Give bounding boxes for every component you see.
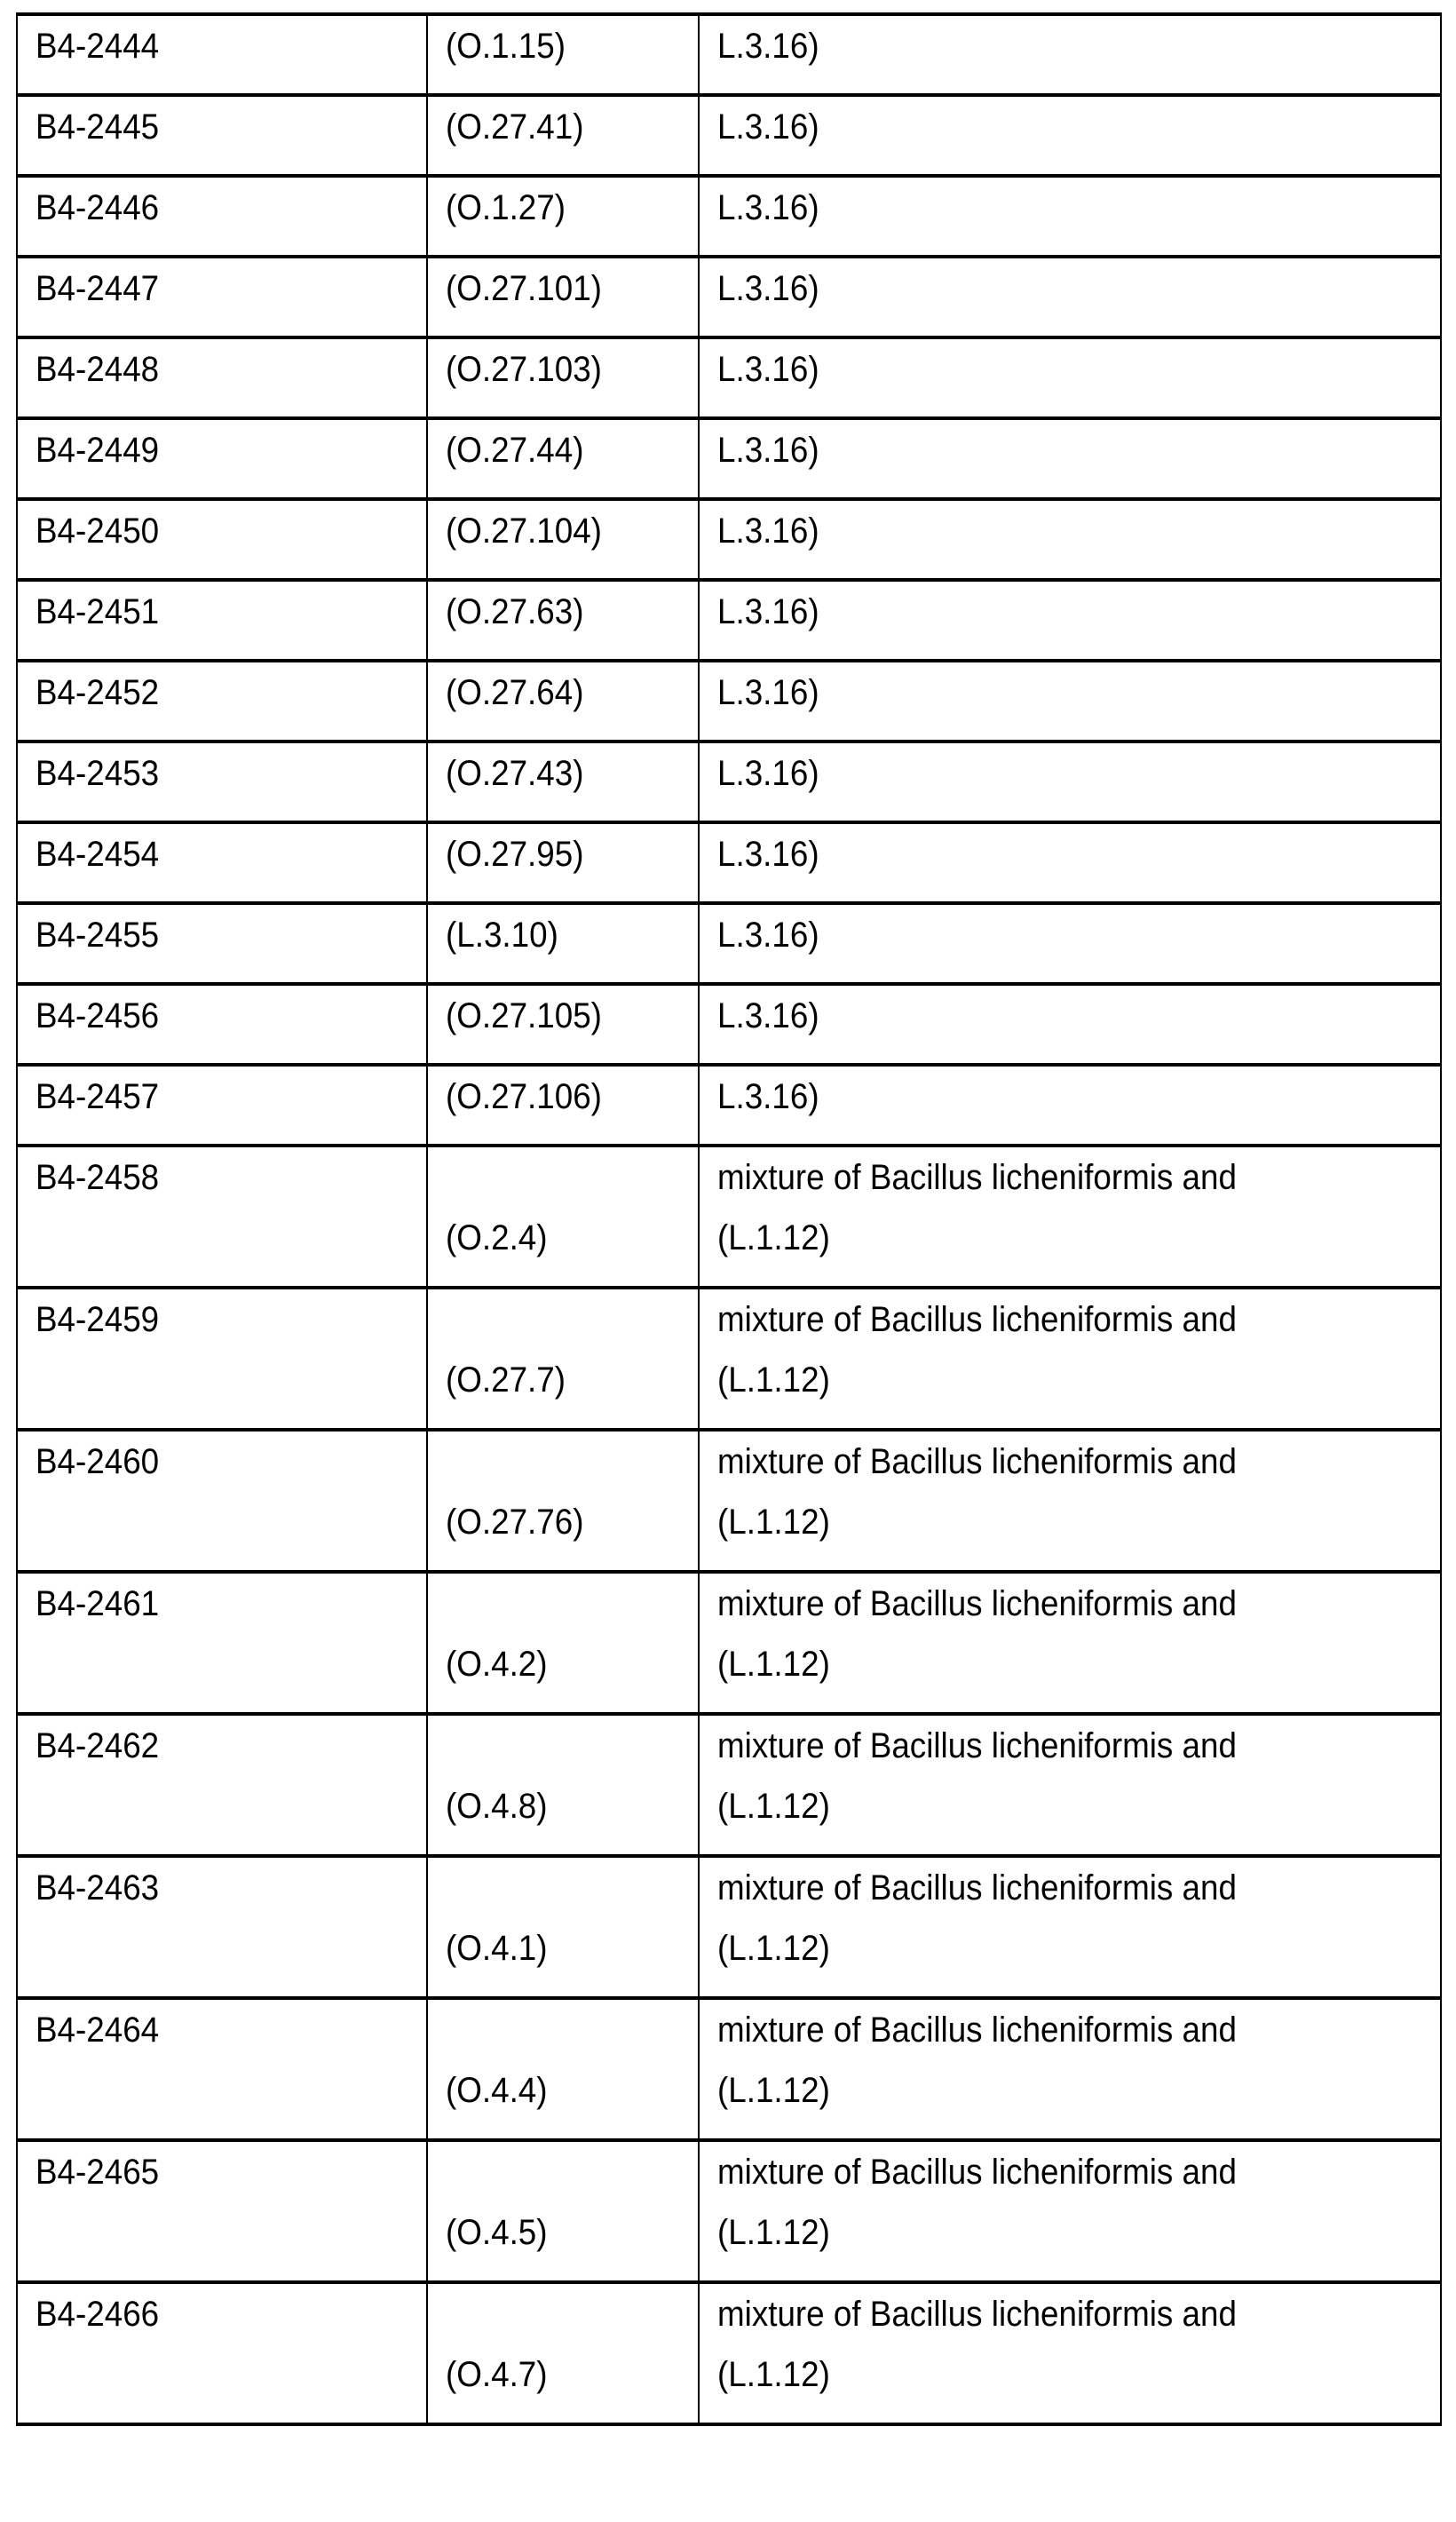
table-body (17, 14, 1441, 2424)
sample-id-cell (17, 1288, 427, 1430)
component-a-cell (427, 1288, 699, 1430)
component-b-cell-text: L.3.16) (717, 743, 819, 804)
sample-id-cell (17, 499, 427, 580)
sample-id-cell-text: B4-2448 (36, 339, 159, 400)
sample-id-cell-text: B4-2465 (36, 2142, 159, 2202)
component-b-cell (699, 1146, 1441, 1288)
component-b-cell-text: mixture of Bacillus licheniformis and (717, 1858, 1237, 1918)
sample-id-cell-text: B4-2463 (36, 1858, 159, 1918)
table-row (17, 903, 1441, 984)
sample-id-cell-text: B4-2446 (36, 178, 159, 238)
component-b-cell-text: mixture of Bacillus licheniformis and (717, 2284, 1237, 2344)
component-b-cell (699, 661, 1441, 742)
sample-id-cell-text: B4-2452 (36, 662, 159, 723)
component-a-cell-text: (O.1.27) (446, 178, 566, 238)
component-b-cell-text: mixture of Bacillus licheniformis and (717, 2000, 1237, 2060)
component-a-cell-text: (O.27.63) (446, 582, 583, 642)
sample-id-cell (17, 95, 427, 176)
sample-id-cell (17, 822, 427, 903)
table-row (17, 418, 1441, 499)
sample-id-cell-text: B4-2459 (36, 1289, 159, 1350)
component-a-cell-text: (O.27.105) (446, 986, 602, 1046)
table-row (17, 984, 1441, 1065)
component-b-cell (699, 499, 1441, 580)
component-a-cell (427, 1430, 699, 1572)
sample-id-cell (17, 1146, 427, 1288)
sample-id-cell-text: B4-2444 (36, 16, 159, 76)
component-b-cell (699, 1998, 1441, 2140)
sample-id-cell (17, 1856, 427, 1998)
component-a-cell (427, 95, 699, 176)
component-b-cell (699, 822, 1441, 903)
sample-id-cell (17, 1998, 427, 2140)
component-b-cell-text: L.3.16) (717, 339, 819, 400)
sample-id-cell (17, 337, 427, 418)
sample-id-cell-text: B4-2457 (36, 1067, 159, 1127)
component-b-cell (699, 95, 1441, 176)
component-b-cell-text: mixture of Bacillus licheniformis and (717, 1432, 1237, 1492)
component-a-cell (427, 257, 699, 337)
component-b-cell-text: L.3.16) (717, 662, 819, 723)
component-b-cell-text: (L.1.12) (717, 1918, 830, 1979)
table-row (17, 1430, 1441, 1572)
table-row (17, 1065, 1441, 1146)
table-row (17, 14, 1441, 95)
component-b-cell (699, 2140, 1441, 2282)
component-b-cell (699, 742, 1441, 822)
component-a-cell (427, 580, 699, 661)
component-b-cell-text: L.3.16) (717, 824, 819, 884)
component-b-cell (699, 14, 1441, 95)
sample-id-cell-text: B4-2464 (36, 2000, 159, 2060)
component-b-cell (699, 1430, 1441, 1572)
component-a-cell-text: (O.4.4) (446, 2060, 548, 2121)
sample-id-cell (17, 661, 427, 742)
component-a-cell-text: (O.4.8) (446, 1776, 548, 1836)
sample-id-cell (17, 418, 427, 499)
component-b-cell-text: mixture of Bacillus licheniformis and (717, 1147, 1237, 1208)
sample-id-cell-text: B4-2462 (36, 1716, 159, 1776)
sample-id-cell-text: B4-2451 (36, 582, 159, 642)
table-row (17, 176, 1441, 257)
component-a-cell-text: (L.3.10) (446, 905, 558, 965)
component-a-cell-text: (O.27.7) (446, 1350, 566, 1410)
sample-id-cell-text: B4-2445 (36, 97, 159, 157)
sample-id-cell-text: B4-2449 (36, 420, 159, 480)
component-a-cell-text: (O.4.7) (446, 2344, 548, 2405)
table-row (17, 2140, 1441, 2282)
component-b-cell-text: mixture of Bacillus licheniformis and (717, 1574, 1237, 1634)
sample-id-cell (17, 1430, 427, 1572)
component-b-cell-text: L.3.16) (717, 905, 819, 965)
table-row (17, 2282, 1441, 2424)
component-b-cell-text: (L.1.12) (717, 1492, 830, 1552)
sample-id-cell-text: B4-2456 (36, 986, 159, 1046)
component-a-cell (427, 337, 699, 418)
component-b-cell-text: L.3.16) (717, 986, 819, 1046)
component-b-cell (699, 1065, 1441, 1146)
component-b-cell-text: (L.1.12) (717, 2060, 830, 2121)
sample-id-cell-text: B4-2460 (36, 1432, 159, 1492)
component-a-cell-text: (O.4.5) (446, 2202, 548, 2263)
component-a-cell (427, 1714, 699, 1856)
component-a-cell (427, 1146, 699, 1288)
sample-id-cell (17, 2140, 427, 2282)
table-row (17, 1714, 1441, 1856)
component-b-cell (699, 580, 1441, 661)
sample-id-cell-text: B4-2461 (36, 1574, 159, 1634)
component-b-cell (699, 176, 1441, 257)
sample-id-cell (17, 1572, 427, 1714)
sample-id-cell-text: B4-2453 (36, 743, 159, 804)
component-a-cell (427, 661, 699, 742)
component-a-cell (427, 984, 699, 1065)
sample-id-cell (17, 14, 427, 95)
sample-id-cell (17, 176, 427, 257)
component-a-cell-text: (O.27.103) (446, 339, 602, 400)
sample-id-cell-text: B4-2458 (36, 1147, 159, 1208)
component-a-cell (427, 822, 699, 903)
component-b-cell (699, 1288, 1441, 1430)
component-b-cell-text: L.3.16) (717, 178, 819, 238)
component-a-cell-text: (O.27.43) (446, 743, 583, 804)
component-b-cell-text: (L.1.12) (717, 2344, 830, 2405)
component-b-cell-text: L.3.16) (717, 582, 819, 642)
sample-id-cell-text: B4-2447 (36, 258, 159, 319)
component-b-cell-text: L.3.16) (717, 1067, 819, 1127)
component-a-cell-text: (O.27.76) (446, 1492, 583, 1552)
component-a-cell (427, 2140, 699, 2282)
sample-id-cell (17, 257, 427, 337)
component-a-cell-text: (O.27.101) (446, 258, 602, 319)
component-b-cell (699, 984, 1441, 1065)
component-a-cell (427, 418, 699, 499)
component-b-cell-text: mixture of Bacillus licheniformis and (717, 2142, 1237, 2202)
table-row (17, 257, 1441, 337)
component-a-cell-text: (O.27.95) (446, 824, 583, 884)
component-b-cell-text: L.3.16) (717, 97, 819, 157)
sample-id-cell (17, 984, 427, 1065)
component-a-cell-text: (O.27.41) (446, 97, 583, 157)
component-b-cell-text: mixture of Bacillus licheniformis and (717, 1289, 1237, 1350)
sample-id-cell (17, 903, 427, 984)
component-b-cell (699, 1856, 1441, 1998)
component-b-cell-text: (L.1.12) (717, 1634, 830, 1694)
component-a-cell (427, 2282, 699, 2424)
component-b-cell (699, 1572, 1441, 1714)
component-b-cell-text: mixture of Bacillus licheniformis and (717, 1716, 1237, 1776)
component-b-cell (699, 257, 1441, 337)
table-row (17, 1146, 1441, 1288)
table-row (17, 337, 1441, 418)
component-a-cell (427, 1856, 699, 1998)
component-a-cell-text: (O.27.44) (446, 420, 583, 480)
sample-id-cell (17, 580, 427, 661)
composition-table (16, 12, 1442, 2426)
component-b-cell-text: (L.1.12) (717, 1208, 830, 1268)
component-b-cell-text: L.3.16) (717, 16, 819, 76)
component-a-cell (427, 1065, 699, 1146)
component-a-cell (427, 176, 699, 257)
component-a-cell-text: (O.27.104) (446, 501, 602, 561)
table-row (17, 95, 1441, 176)
component-a-cell-text: (O.4.2) (446, 1634, 548, 1694)
component-b-cell (699, 903, 1441, 984)
table-row (17, 1998, 1441, 2140)
table-row (17, 742, 1441, 822)
table-row (17, 1572, 1441, 1714)
component-b-cell-text: (L.1.12) (717, 2202, 830, 2263)
table-row (17, 1856, 1441, 1998)
component-a-cell (427, 1572, 699, 1714)
component-a-cell (427, 742, 699, 822)
table-row (17, 580, 1441, 661)
sample-id-cell (17, 1714, 427, 1856)
sample-id-cell-text: B4-2454 (36, 824, 159, 884)
component-a-cell-text: (O.27.64) (446, 662, 583, 723)
component-b-cell-text: L.3.16) (717, 501, 819, 561)
table-row (17, 822, 1441, 903)
component-b-cell (699, 1714, 1441, 1856)
component-b-cell-text: L.3.16) (717, 420, 819, 480)
sample-id-cell-text: B4-2455 (36, 905, 159, 965)
component-a-cell (427, 499, 699, 580)
sample-id-cell-text: B4-2466 (36, 2284, 159, 2344)
sample-id-cell (17, 1065, 427, 1146)
component-a-cell-text: (O.2.4) (446, 1208, 548, 1268)
component-b-cell-text: (L.1.12) (717, 1350, 830, 1410)
table-row (17, 1288, 1441, 1430)
component-a-cell (427, 1998, 699, 2140)
component-b-cell (699, 337, 1441, 418)
component-b-cell (699, 418, 1441, 499)
sample-id-cell (17, 2282, 427, 2424)
component-a-cell (427, 903, 699, 984)
component-a-cell-text: (O.27.106) (446, 1067, 602, 1127)
table-row (17, 661, 1441, 742)
sample-id-cell-text: B4-2450 (36, 501, 159, 561)
component-b-cell (699, 2282, 1441, 2424)
component-b-cell-text: L.3.16) (717, 258, 819, 319)
sample-id-cell (17, 742, 427, 822)
component-a-cell-text: (O.1.15) (446, 16, 566, 76)
table-row (17, 499, 1441, 580)
component-b-cell-text: (L.1.12) (717, 1776, 830, 1836)
component-a-cell (427, 14, 699, 95)
component-a-cell-text: (O.4.1) (446, 1918, 548, 1979)
